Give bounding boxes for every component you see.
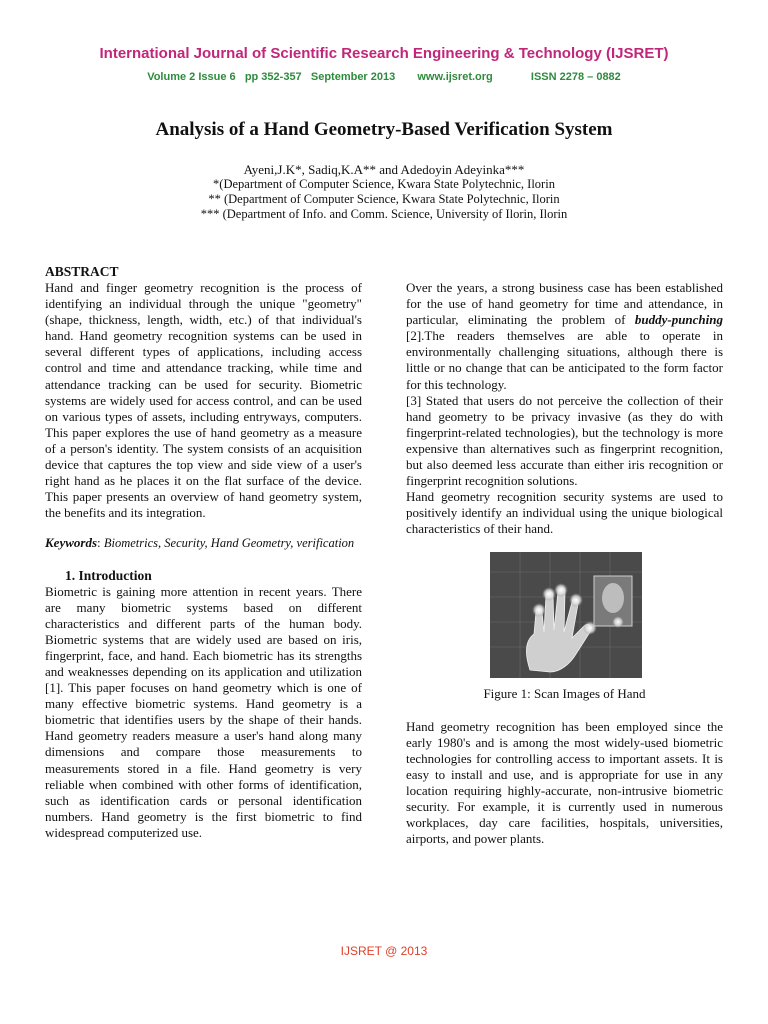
journal-header: [0, 44, 768, 84]
keywords-separator: :: [97, 535, 104, 551]
introduction-text: Biometric is gaining more attention in recent years. There are many biometric systems based on different characteristics and different parts of the human body. Biometric systems that are widely used are based on iris, fingerprint, face, and hand. Each biometric has its strengths and weaknesses depending on its application and utilization [1]. This paper focuses on hand geometry which is one of many effective biometric systems. Hand geometry is a biometric that identifies users by the shape of their hands. Hand geometry readers measure a user's hand along many dimensions and compare those measurements to measurements stored in a file. Hand geometry is very reliable when combined with other forms of identification, such as identification cards or personal identification numbers. Hand geometry is the first biometric to find widespread computerized use.: [45, 583, 362, 840]
introduction-heading: 1. Introduction: [65, 567, 152, 583]
affiliation: *(Department of Computer Science, Kwara State Polytechnic, Ilorin: [213, 177, 555, 191]
affiliation: ** (Department of Computer Science, Kwara State Polytechnic, Ilorin: [208, 192, 560, 206]
paper-title: Analysis of a Hand Geometry-Based Verification System: [155, 119, 613, 140]
keywords-label: Keywords: [45, 535, 97, 551]
keywords-text: Biometrics, Security, Hand Geometry, verification: [103, 536, 355, 551]
paragraph-history: Hand geometry recognition has been employed since the early 1980's and is among the most widely-used biometric technologies for controlling access to important assets. It is easy to install and use, and is appropriate for use in any location requiring highly-accurate, non-intrusive biometric security. For example, it is currently used in numerous workplaces, day care facilities, hospitals, universities, airports, and power plants.: [406, 718, 723, 847]
author-block: [0, 162, 768, 222]
abstract-heading: ABSTRACT: [45, 264, 119, 279]
left-column: [45, 264, 362, 841]
paragraph-privacy: [3] Stated that users do not perceive the collection of their hand geometry to be privacy invasive (as they do with fingerprint-related technologies), but the technology is more expensive than alternatives such as fingerprint recognition, but also deemed less accurate than either iris recognition or fingerprint recognition solutions.: [406, 392, 723, 489]
paragraph-text: Over the years, a strong business case has been established for the use of hand geometry for time and attendance, in particular, eliminating the problem of: [406, 280, 723, 328]
journal-volume: Volume 2 Issue 6: [147, 71, 236, 83]
author-names: Ayeni,J.K*, Sadiq,K.A** and Adedoyin Adeyinka***: [243, 162, 525, 177]
emphasis-buddy-punching: buddy-punching: [634, 312, 723, 328]
paragraph-security-systems: Hand geometry recognition security systems are used to positively identify an individual using the unique biological characteristics of their hand.: [406, 489, 723, 537]
journal-website[interactable]: www.ijsret.org: [417, 71, 493, 83]
journal-issn: ISSN 2278 – 0882: [530, 71, 621, 83]
page-footer: IJSRET @ 2013: [340, 944, 428, 958]
paragraph-text: [2].The readers themselves are able to operate in environmentally challenging situations, although there is little or no change that can be anticipated to the form factor for this technology.: [406, 328, 723, 392]
journal-meta: [0, 70, 768, 84]
abstract-text: Hand and finger geometry recognition is the process of identifying an individual through the unique "geometry" (shape, thickness, length, width, etc.) of that individual's hand. Hand geometry recognition systems can be used in several different types of applications, including access control and time and attendance tracking, while time and attendance tracking can be used for security. Biometric systems are widely used for access control, and can be used on various types of assets, including entryways, computers. This paper explores the use of hand geometry as a measure of a person's identity. The system consists of an acquisition device that captures the top view and side view of a user's right hand as he places it on the flat surface of the device. This paper presents an overview of hand geometry system, the benefits and its integration.: [45, 280, 362, 521]
hand-scan-figure: [490, 552, 642, 678]
figure-caption: Figure 1: Scan Images of Hand: [483, 685, 646, 701]
journal-pages: pp 352-357: [244, 71, 302, 83]
journal-date: September 2013: [310, 71, 396, 83]
hand-scan-image: [490, 552, 642, 678]
keywords: [45, 535, 362, 551]
right-column: [406, 280, 723, 847]
paragraph-business-case: [406, 280, 723, 393]
journal-name: International Journal of Scientific Research Engineering & Technology (IJSRET): [99, 45, 669, 62]
affiliation: *** (Department of Info. and Comm. Science, University of Ilorin, Ilorin: [200, 207, 568, 221]
